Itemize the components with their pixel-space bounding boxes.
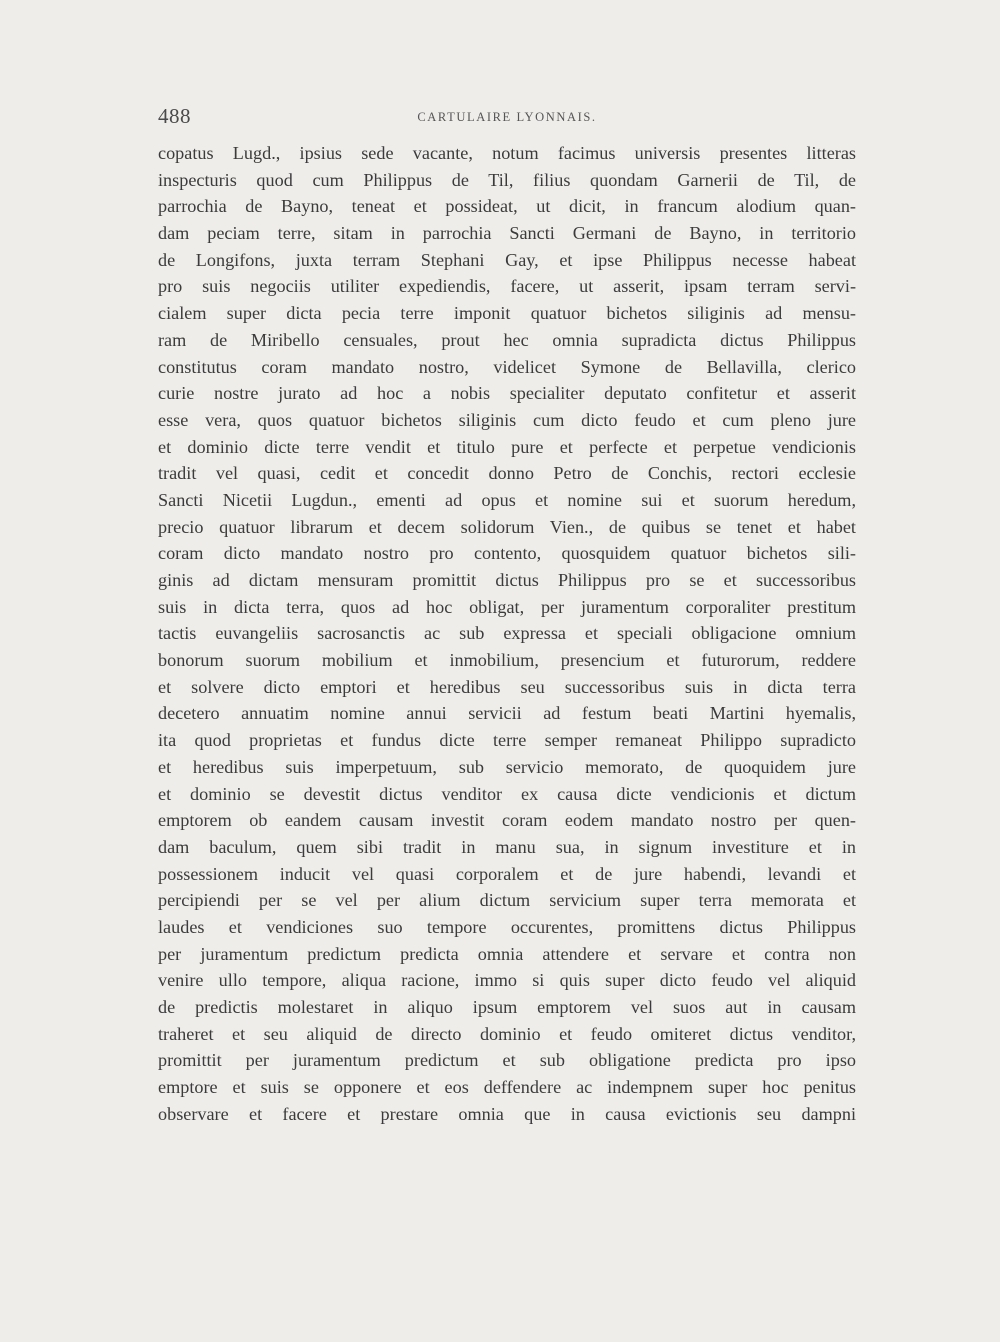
text-line: ginis ad dictam mensuram promittit dictus Philippus pro se et successoribus [158, 570, 856, 590]
text-line: inspecturis quod cum Philippus de Til, filius quondam Garnerii de Til, de [158, 169, 856, 190]
text-line: per juramentum predictum predicta omnia attendere et servare et contra non [158, 943, 856, 964]
text-line: Sancti Nicetii Lugdun., ementi ad opus et nomine sui et suorum heredum, [158, 489, 856, 510]
text-line: et dominio dicte terre vendit et titulo pure et perfecte et perpetue vendicionis [158, 436, 856, 457]
text-line: coram dicto mandato nostro pro contento, quosquidem quatuor bichetos sili- [158, 543, 856, 564]
text-line: venire ullo tempore, aliqua racione, immo si quis super dicto feudo vel aliquid [158, 970, 856, 991]
page-number: 488 [158, 104, 191, 128]
text-line: laudes et vendiciones suo tempore occurentes, promittens dictus Philippus [158, 916, 856, 937]
text-line: emptorem ob eandem causam investit coram eodem mandato nostro per quen- [158, 810, 856, 831]
text-line: suis in dicta terra, quos ad hoc obligat, per juramentum corporaliter prestitum [158, 596, 856, 617]
text-line: parrochia de Bayno, teneat et possideat, ut dicit, in francum alodium quan- [158, 196, 856, 217]
text-line: constitutus coram mandato nostro, videlicet Symone de Bellavilla, clerico [158, 356, 856, 377]
text-line: precio quatuor librarum et decem solidorum Vien., de quibus se tenet et habet [158, 516, 856, 537]
text-line: tactis euvangeliis sacrosanctis ac sub expressa et speciali obligacione omnium [158, 623, 856, 644]
text-line: tradit vel quasi, cedit et concedit donno Petro de Conchis, rectori ecclesie [158, 463, 856, 484]
text-line: percipiendi per se vel per alium dictum servicium super terra memorata et [158, 890, 856, 911]
text-line: promittit per juramentum predictum et sub obligatione predicta pro ipso [158, 1050, 856, 1071]
text-line: possessionem inducit vel quasi corporalem et de jure habendi, levandi et [158, 863, 856, 884]
text-line: cialem super dicta pecia terre imponit quatuor bichetos siliginis ad mensu- [158, 303, 856, 324]
text-line: observare et facere et prestare omnia que in causa evictionis seu dampni [158, 1103, 856, 1124]
text-line: copatus Lugd., ipsius sede vacante, notum facimus universis presentes litteras [158, 143, 856, 163]
text-line: emptore et suis se opponere et eos deffendere ac indempnem super hoc penitus [158, 1077, 856, 1098]
text-line: et solvere dicto emptori et heredibus seu successoribus suis in dicta terra [158, 676, 856, 697]
text-line: dam peciam terre, sitam in parrochia Sancti Germani de Bayno, in territorio [158, 223, 856, 244]
text-line: ram de Miribello censuales, prout hec omnia supradicta dictus Philippus [158, 329, 856, 350]
text-line: ita quod proprietas et fundus dicte terre semper remaneat Philippo supradicto [158, 730, 856, 751]
text-line: pro suis negociis utiliter expediendis, facere, ut asserit, ipsam terram servi- [158, 276, 856, 297]
text-line: bonorum suorum mobilium et inmobilium, presencium et futurorum, reddere [158, 650, 856, 671]
body-text [158, 140, 856, 1127]
page-header [158, 104, 856, 134]
text-line: traheret et seu aliquid de directo dominio et feudo omiteret dictus venditor, [158, 1023, 856, 1044]
text-line: et dominio se devestit dictus venditor ex causa dicte vendicionis et dictum [158, 783, 856, 804]
text-line: curie nostre jurato ad hoc a nobis specialiter deputato confitetur et asserit [158, 383, 856, 404]
text-line: esse vera, quos quatuor bichetos siliginis cum dicto feudo et cum pleno jure [158, 409, 856, 430]
running-title: CARTULAIRE LYONNAIS. [417, 110, 597, 124]
text-line: dam baculum, quem sibi tradit in manu sua, in signum investiture et in [158, 836, 856, 857]
text-line: decetero annuatim nomine annui servicii ad festum beati Martini hyemalis, [158, 703, 856, 724]
text-line: et heredibus suis imperpetuum, sub servicio memorato, de quoquidem jure [158, 756, 856, 777]
text-line: de Longifons, juxta terram Stephani Gay, et ipse Philippus necesse habeat [158, 249, 856, 270]
text-line: de predictis molestaret in aliquo ipsum emptorem vel suos aut in causam [158, 997, 856, 1017]
